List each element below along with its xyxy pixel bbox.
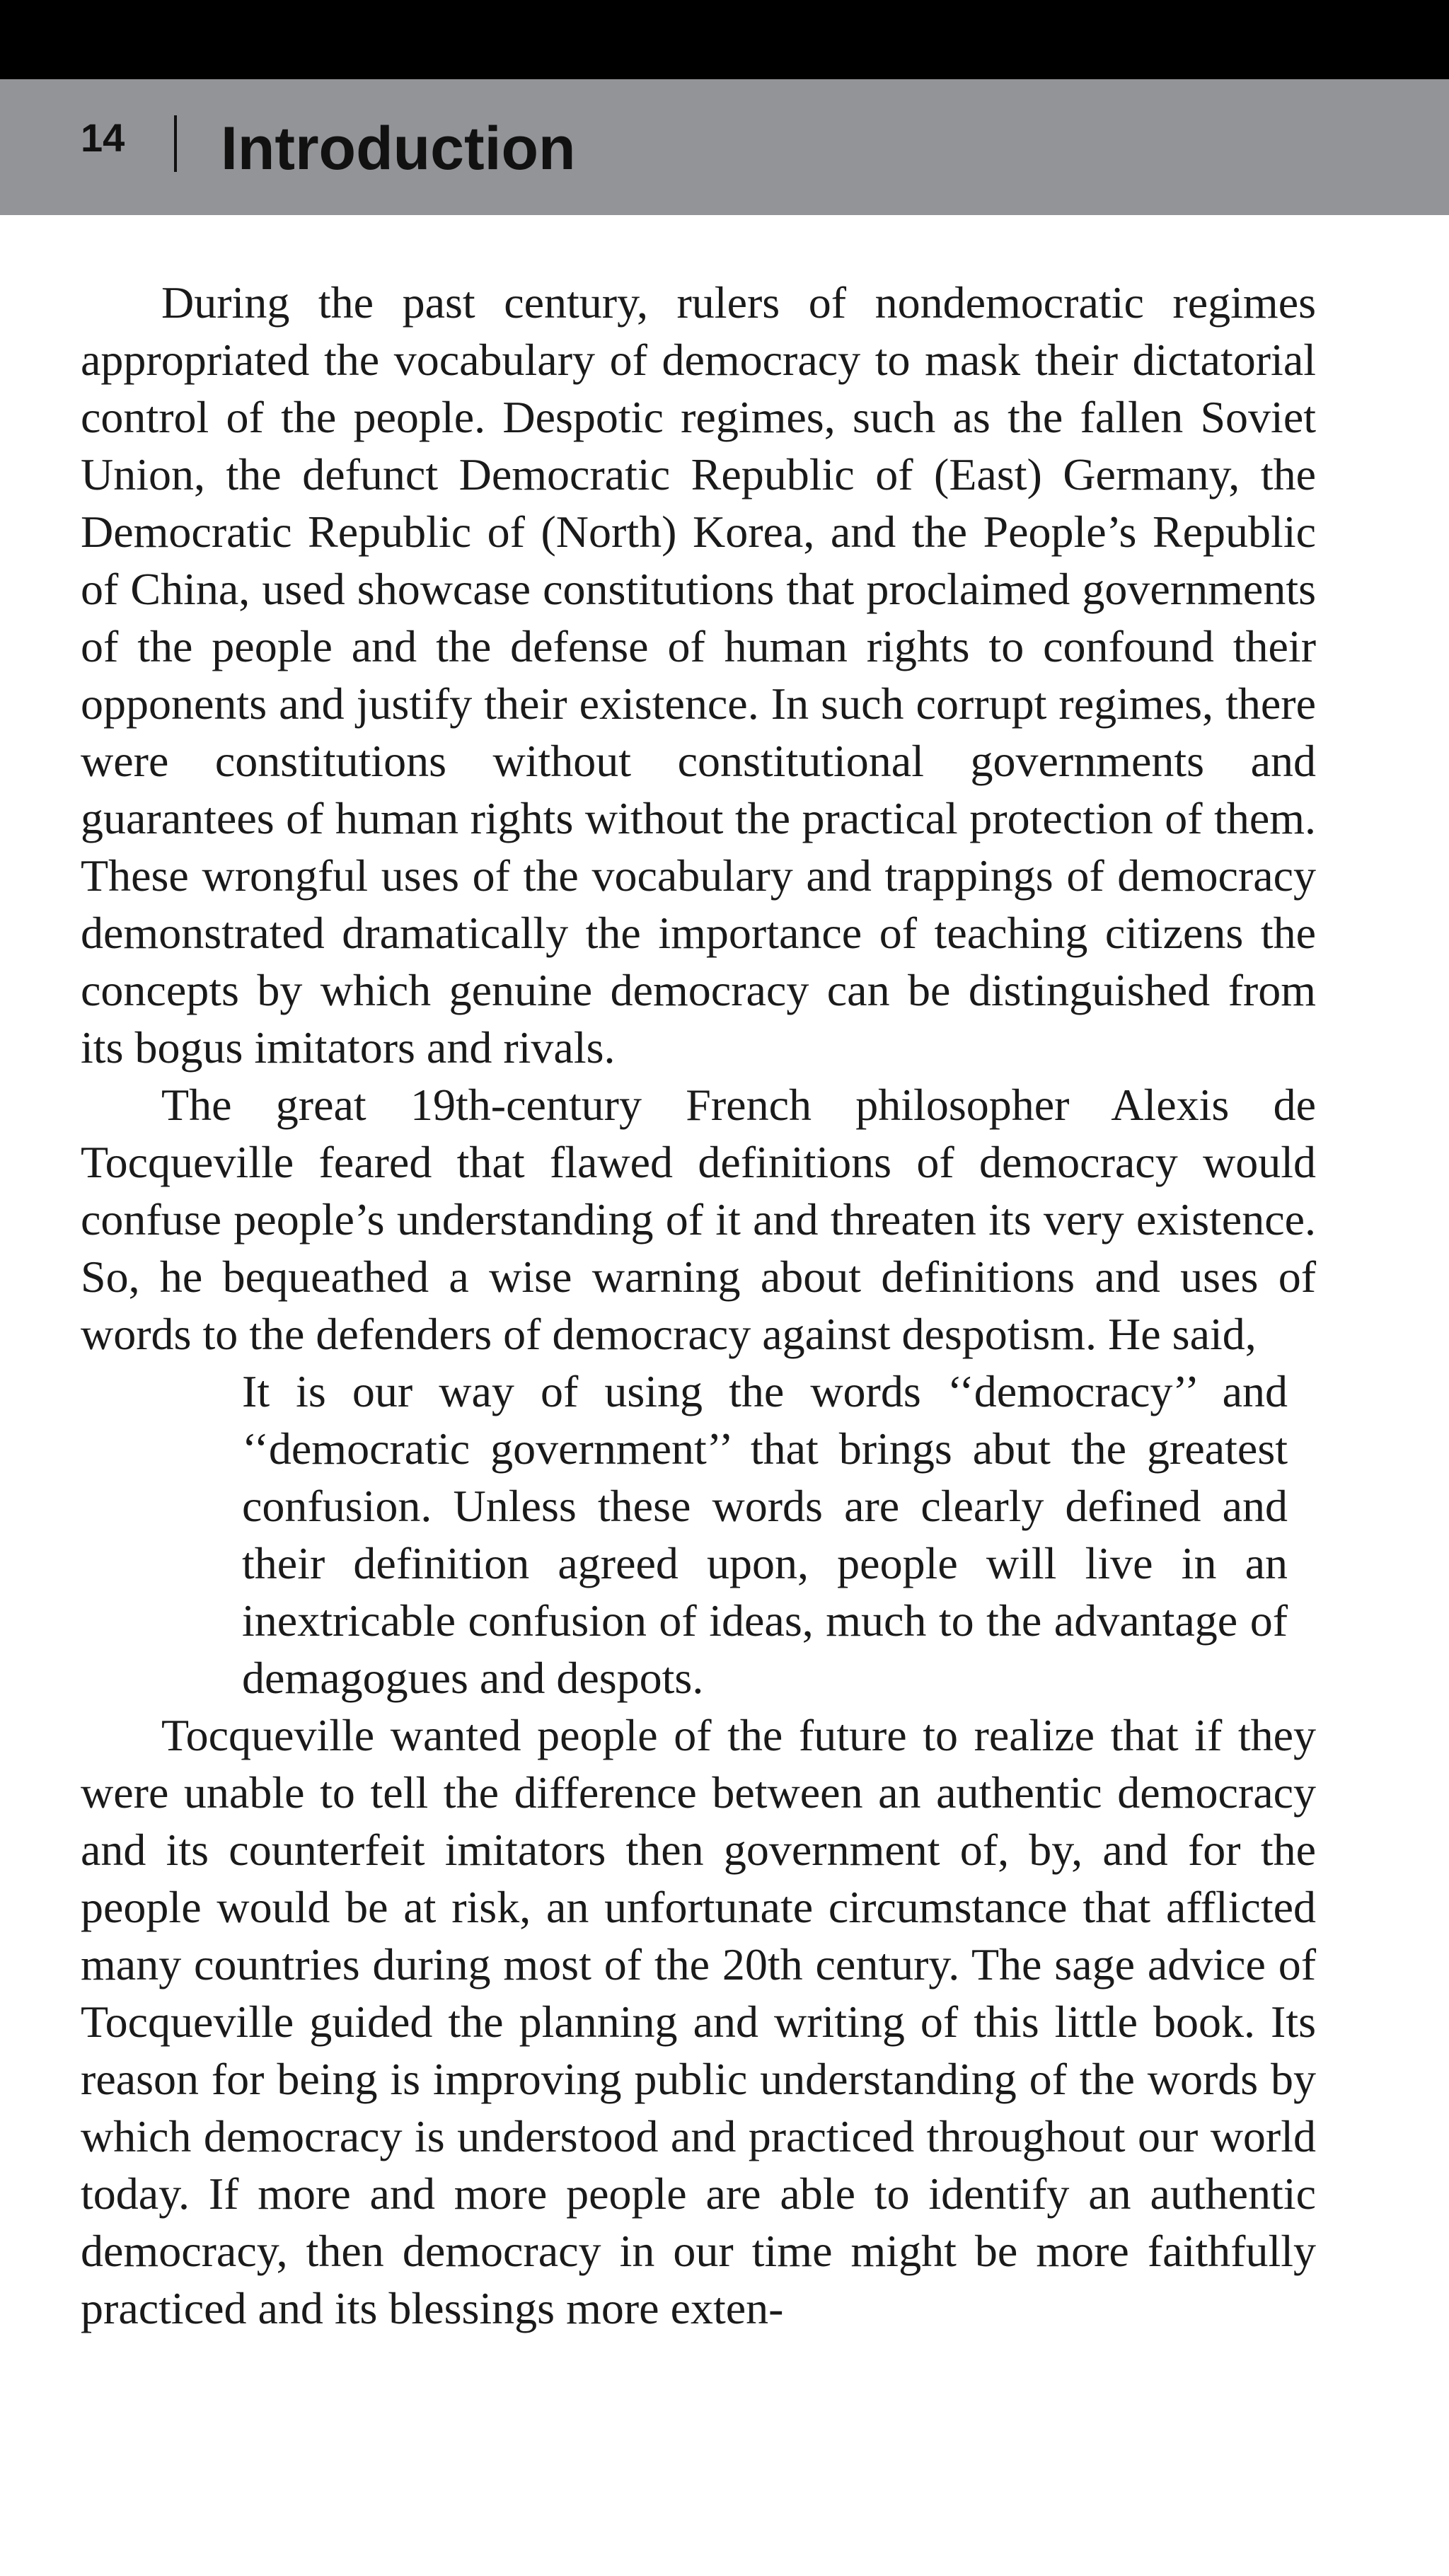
chapter-title: Introduction <box>221 115 576 183</box>
header-divider <box>174 115 177 172</box>
quote-text: It is our way of using the words ‘‘democracy’’ and ‘‘democratic government’’ that brings abut the greatest confusion. Unless these words are clearly defined and their definition agreed upon, people will live in an inextricable confusion of ideas, much to the advantage of demagogues and despots. <box>242 1366 1288 1703</box>
body-text <box>81 274 1316 2337</box>
page-number: 14 <box>81 115 125 160</box>
block-quote <box>242 1363 1288 1706</box>
paragraph: During the past century, rulers of nondemocratic regimes appropriated the vocabulary of democracy to mask their dictatorial control of the people. Despotic regimes, such as the fallen Soviet Union, the defunct Democratic Republic of (East) Germany, the Democratic Republic of (North) Korea, and the People’s Republic of China, used showcase constitutions that proclaimed governments of the people and the defense of human rights to confound their opponents and justify their existence. In such corrupt regimes, there were constitutions without constitutional governments and guarantees of human rights without the practical protection of them. These wrongful uses of the vocabulary and trappings of democracy demonstrated dramatically the importance of teaching citizens the concepts by which genuine democracy can be distinguished from its bogus imitators and rivals. <box>81 277 1316 1073</box>
top-bar <box>0 0 1449 79</box>
paragraph: The great 19th-century French philosopher Alexis de Tocqueville feared that flawed definitions of democracy would confuse people’s understanding of it and threaten its very existence. So, he bequeathed a wise warning about definitions and uses of words to the defenders of democracy against despotism. He said, <box>81 1080 1316 1359</box>
paragraph: Tocqueville wanted people of the future to realize that if they were unable to tell the difference between an authentic democracy and its counterfeit imitators then government of, by, and for the people would be at risk, an unfortunate circumstance that afflicted many countries during most of the 20th century. The sage advice of Tocqueville guided the planning and writing of this little book. Its reason for being is improving public understanding of the words by which democracy is understood and practiced throughout our world today. If more and more people are able to identify an authentic democracy, then democracy in our time might be more faithfully practiced and its blessings more exten- <box>81 1710 1316 2333</box>
running-header <box>0 79 1449 215</box>
